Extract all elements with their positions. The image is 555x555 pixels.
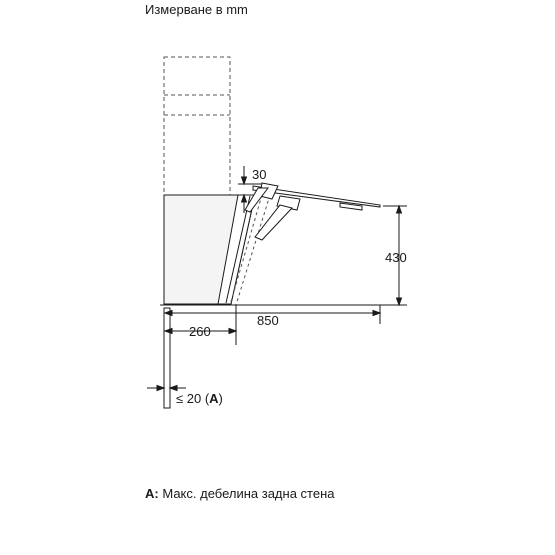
dim-wall-suffix: ) <box>218 391 223 406</box>
dim-wall-label <box>176 391 223 406</box>
chimney-outline <box>164 57 230 195</box>
dim-wall-prefix: ≤ 20 ( <box>176 391 210 406</box>
dim-total-depth-label: 850 <box>257 313 279 328</box>
units-heading: Измерване в mm <box>145 2 248 17</box>
dim-height-label: 430 <box>385 250 407 265</box>
dim-gap-top-label: 30 <box>252 167 267 182</box>
footnote <box>145 486 335 501</box>
dim-front-depth-label: 260 <box>189 324 211 339</box>
dim-wall-letter: A <box>209 391 219 406</box>
footnote-key: A: <box>145 486 159 501</box>
front-panel-open <box>244 183 380 240</box>
footnote-text: Макс. дебелина задна стена <box>162 486 335 501</box>
back-wall <box>164 308 170 408</box>
